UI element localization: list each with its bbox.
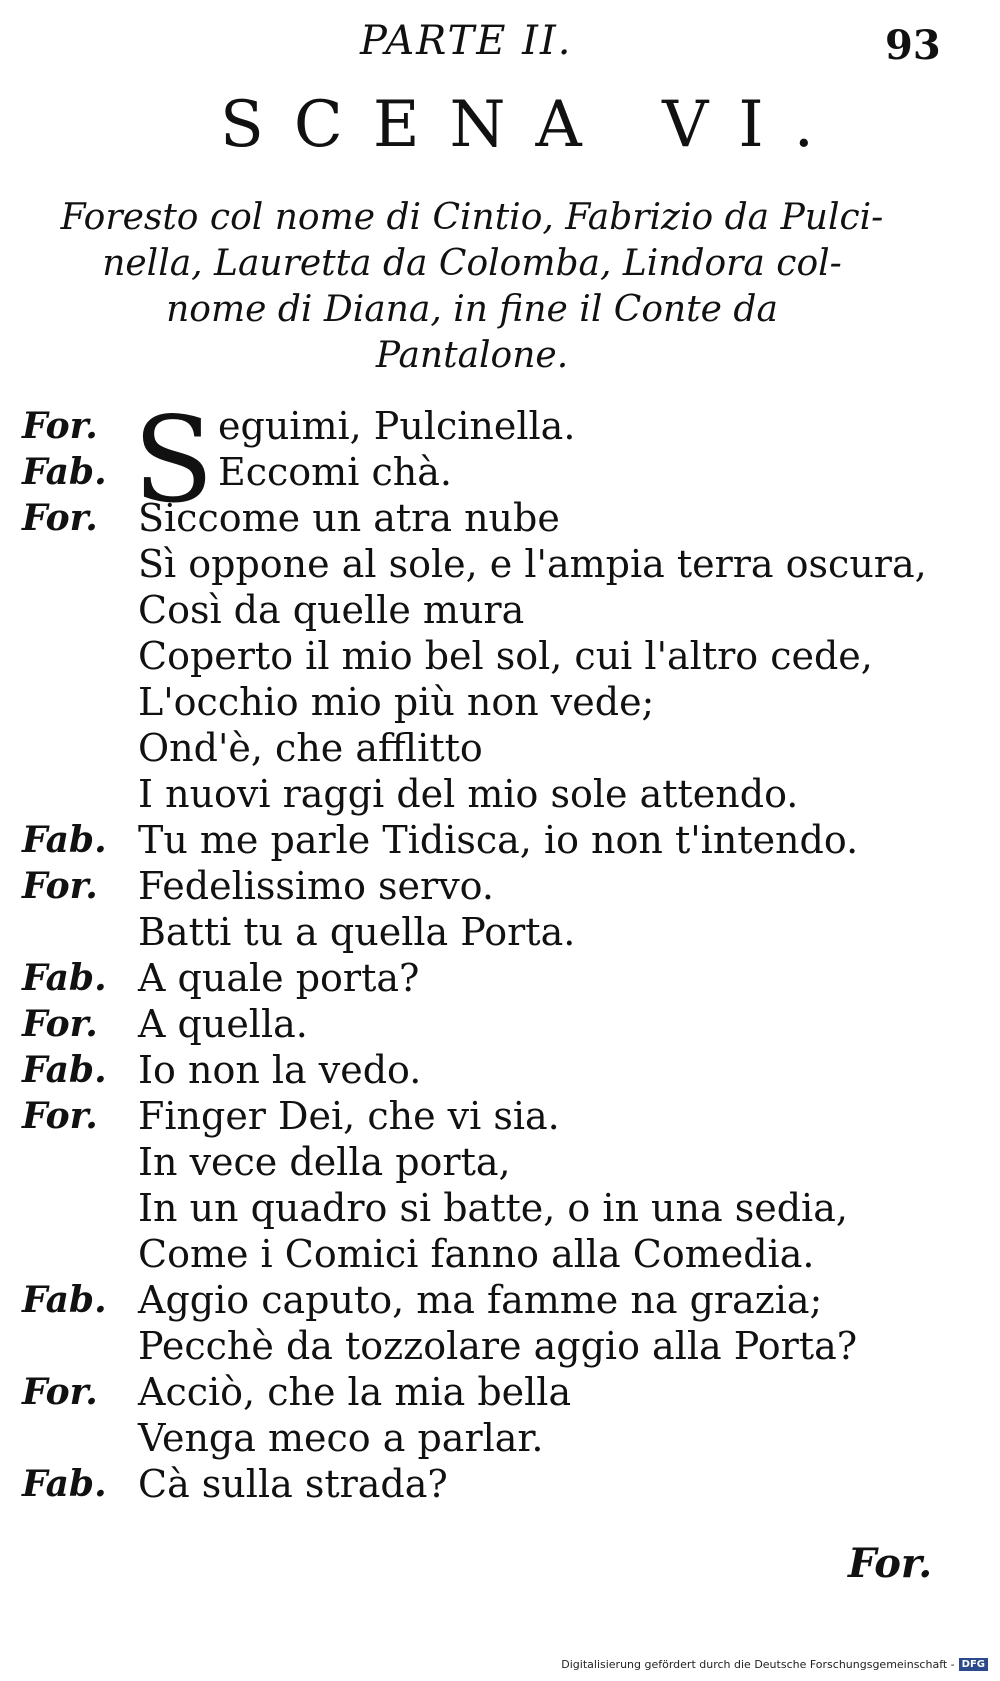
verse-text: Siccome un atra nube <box>138 496 560 540</box>
verse-text: Batti tu a quella Porta. <box>138 910 576 954</box>
verse-text: Io non la vedo. <box>138 1048 422 1092</box>
dialogue-line <box>0 1461 1000 1507</box>
dialogue-line <box>0 725 1000 771</box>
verse-text: A quale porta? <box>138 956 420 1000</box>
dialogue-line <box>0 587 1000 633</box>
verse-text: Venga meco a parlar. <box>138 1416 544 1460</box>
dialogue-line <box>0 449 1000 495</box>
dialogue-line <box>0 1231 1000 1277</box>
dialogue-line <box>0 1001 1000 1047</box>
drop-cap-initial: S <box>133 391 214 529</box>
verse-text: I nuovi raggi del mio sole attendo. <box>138 772 799 816</box>
verse-text: Sì oppone al sole, e l'ampia terra oscura, <box>138 542 927 586</box>
dialogue-line <box>0 771 1000 817</box>
digitization-footer <box>561 1658 988 1671</box>
dialogue-line <box>0 1369 1000 1415</box>
speaker-label: For. <box>22 865 98 907</box>
verse-text: eguimi, Pulcinella. <box>218 404 576 448</box>
verse-text: Eccomi chà. <box>218 450 452 494</box>
speaker-label: For. <box>22 405 98 447</box>
dialogue-line <box>0 1415 1000 1461</box>
verse-text: Così da quelle mura <box>138 588 525 632</box>
page-number: 93 <box>885 22 941 69</box>
character-list-line: nella, Lauretta da Colomba, Lindora col- <box>102 243 842 284</box>
dialogue-line <box>0 495 1000 541</box>
speaker-label: For. <box>22 1095 98 1137</box>
catchword: For. <box>848 1540 933 1587</box>
dialogue-line <box>0 955 1000 1001</box>
dialogue-line <box>0 1093 1000 1139</box>
character-list <box>32 195 912 379</box>
verse-text: In vece della porta, <box>138 1140 511 1184</box>
speaker-label: For. <box>22 1003 98 1045</box>
speaker-label: Fab. <box>22 1049 107 1091</box>
verse-text: Come i Comici fanno alla Comedia. <box>138 1232 815 1276</box>
dialogue-line <box>0 633 1000 679</box>
dialogue-line <box>0 863 1000 909</box>
dialogue <box>0 391 1000 1507</box>
dialogue-line <box>0 1139 1000 1185</box>
verse-text: Aggio caputo, ma famme na grazia; <box>138 1278 823 1322</box>
dialogue-line <box>0 909 1000 955</box>
dialogue-line <box>0 403 1000 449</box>
dialogue-line <box>0 541 1000 587</box>
verse-text: A quella. <box>138 1002 308 1046</box>
dialogue-line <box>0 1047 1000 1093</box>
character-list-line: nome di Diana, in fine il Conte da <box>166 289 778 330</box>
dialogue-line <box>0 1277 1000 1323</box>
verse-text: Finger Dei, che vi sia. <box>138 1094 560 1138</box>
dialogue-line <box>0 817 1000 863</box>
verse-text: Acciò, che la mia bella <box>138 1370 572 1414</box>
speaker-label: For. <box>22 497 98 539</box>
character-list-line: Pantalone. <box>375 335 569 376</box>
verse-text: Fedelissimo servo. <box>138 864 494 908</box>
dialogue-line <box>0 679 1000 725</box>
verse-text: Cà sulla strada? <box>138 1462 448 1506</box>
running-head: PARTE II. <box>360 18 573 64</box>
verse-text: Pecchè da tozzolare aggio alla Porta? <box>138 1324 858 1368</box>
dfg-logo-icon: DFG <box>959 1658 988 1671</box>
verse-text: In un quadro si batte, o in una sedia, <box>138 1186 848 1230</box>
speaker-label: Fab. <box>22 451 107 493</box>
speaker-label: Fab. <box>22 957 107 999</box>
scene-title: SCENA VI. <box>220 88 844 162</box>
speaker-label: Fab. <box>22 1463 107 1505</box>
speaker-label: For. <box>22 1371 98 1413</box>
footer-text: Digitalisierung gefördert durch die Deutsche Forschungsgemeinschaft - <box>561 1658 955 1671</box>
verse-text: Coperto il mio bel sol, cui l'altro cede, <box>138 634 873 678</box>
dialogue-line <box>0 1185 1000 1231</box>
dialogue-line <box>0 1323 1000 1369</box>
verse-text: Tu me parle Tidisca, io non t'intendo. <box>138 818 859 862</box>
verse-text: L'occhio mio più non vede; <box>138 680 655 724</box>
speaker-label: Fab. <box>22 819 107 861</box>
character-list-line: Foresto col nome di Cintio, Fabrizio da Pulci- <box>60 197 884 238</box>
speaker-label: Fab. <box>22 1279 107 1321</box>
verse-text: Ond'è, che afflitto <box>138 726 483 770</box>
